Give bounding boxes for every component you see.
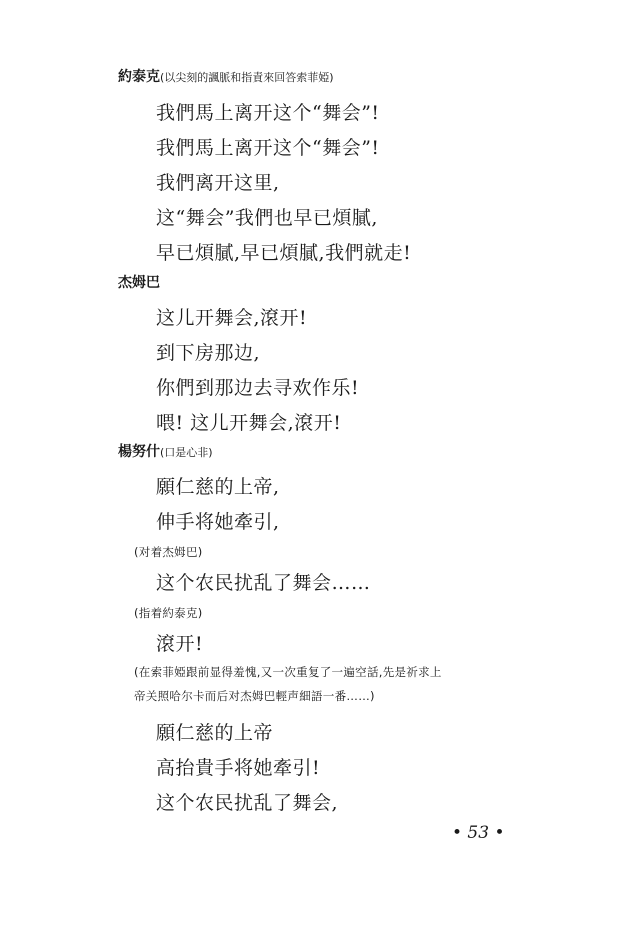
speaker-label: 約泰克	[118, 69, 160, 85]
stage-direction: (指着約泰克)	[134, 606, 203, 620]
page-number: • 53 •	[452, 823, 505, 843]
verse-line: 伸手将她牽引,	[156, 511, 280, 533]
verse-line: 这个农民扰乱了舞会,	[156, 792, 339, 814]
verse-line: 我們馬上离开这个“舞会”!	[156, 102, 380, 124]
verse-line: 早已煩膩,早已煩膩,我們就走!	[156, 242, 412, 264]
verse-line: 喂! 这儿开舞会,滾开!	[156, 412, 342, 434]
speaker-name-3	[118, 441, 213, 461]
speaker-label: 楊努什	[118, 444, 160, 460]
verse-line: 願仁慈的上帝,	[156, 476, 280, 498]
speaker-name-2: 杰姆巴	[118, 275, 160, 291]
verse-line: 我們离开这里,	[156, 172, 280, 194]
verse-line: 这“舞会”我們也早已煩膩,	[156, 207, 378, 229]
verse-line: 高抬貴手将她牽引!	[156, 757, 321, 779]
verse-line: 滾开!	[156, 633, 204, 655]
verse-line: 我們馬上离开这个“舞会”!	[156, 137, 380, 159]
verse-line: 你們到那边去寻欢作乐!	[156, 377, 360, 399]
verse-line: 这个农民扰乱了舞会……	[156, 572, 371, 594]
speaker-name-1	[118, 66, 334, 86]
stage-note-line: (在索菲婭跟前显得羞愧,又一次重复了一遍空話,先是祈求上	[134, 665, 442, 679]
stage-note-line: 帝关照哈尔卡而后对杰姆巴輕声細語一番……)	[134, 689, 375, 703]
verse-line: 这儿开舞会,滾开!	[156, 307, 308, 329]
speaker-note: (以尖刻的諷脈和指責來回答索菲婭)	[160, 71, 334, 84]
stage-direction: (对着杰姆巴)	[134, 545, 203, 559]
verse-line: 願仁慈的上帝	[156, 722, 274, 744]
speaker-note: (口是心非)	[160, 446, 213, 459]
verse-line: 到下房那边,	[156, 342, 261, 364]
